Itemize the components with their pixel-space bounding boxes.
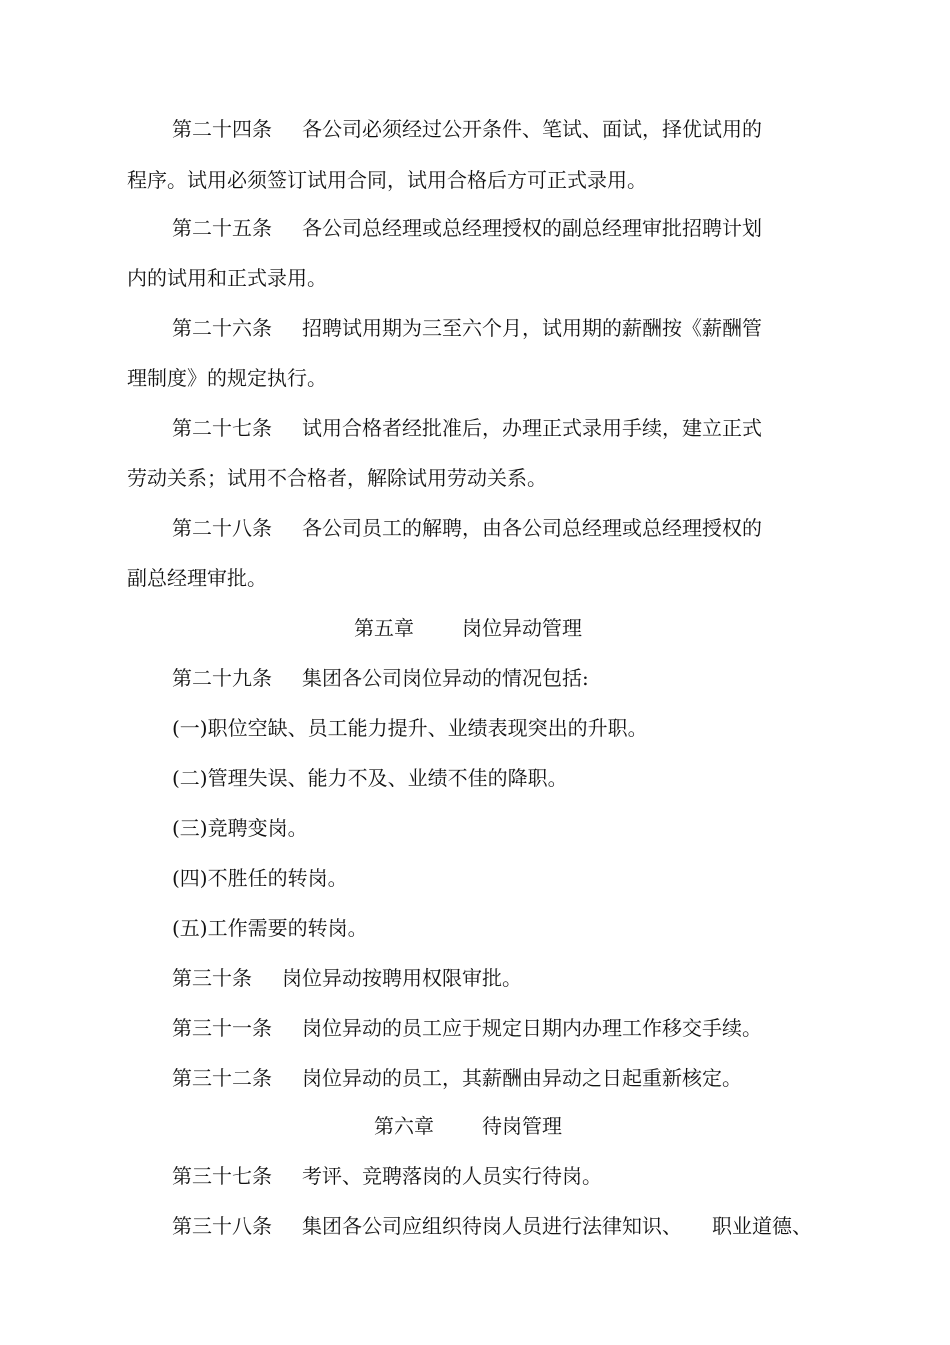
- article-28-line2: 副总经理审批。: [127, 566, 267, 590]
- article-number: 第三十八条: [172, 1214, 272, 1238]
- article-26-line1: [172, 314, 762, 342]
- chapter-number: 第六章: [374, 1114, 434, 1138]
- article-27-line2: 劳动关系；试用不合格者，解除试用劳动关系。: [127, 466, 547, 490]
- article-number: 第二十七条: [172, 416, 272, 440]
- article-27-line1: [172, 414, 762, 442]
- article-37: [172, 1162, 602, 1190]
- article-text: 岗位异动的员工，其薪酬由异动之日起重新核定。: [302, 1066, 742, 1090]
- article-number: 第三十七条: [172, 1164, 272, 1188]
- article-29: [172, 664, 589, 692]
- article-26-line2: 理制度》的规定执行。: [127, 366, 327, 390]
- article-text: 集团各公司岗位异动的情况包括:: [302, 666, 589, 690]
- article-number: 第二十四条: [172, 117, 272, 141]
- article-number: 第二十五条: [172, 216, 272, 240]
- chapter-title: 岗位异动管理: [462, 616, 582, 640]
- article-text: 考评、竞聘落岗的人员实行待岗。: [302, 1164, 602, 1188]
- list-item-1: (一)职位空缺、员工能力提升、业绩表现突出的升职。: [172, 716, 648, 740]
- article-text: 岗位异动的员工应于规定日期内办理工作移交手续。: [302, 1016, 762, 1040]
- article-32: [172, 1064, 742, 1092]
- article-25-line2: 内的试用和正式录用。: [127, 266, 327, 290]
- article-text: 各公司必须经过公开条件、笔试、面试，择优试用的: [302, 117, 762, 141]
- article-25-line1: [172, 214, 762, 242]
- chapter-6-heading: [374, 1112, 562, 1140]
- article-24-line2: 程序。试用必须签订试用合同，试用合格后方可正式录用。: [127, 168, 647, 192]
- article-31: [172, 1014, 762, 1042]
- article-number: 第二十六条: [172, 316, 272, 340]
- article-30: [172, 964, 522, 992]
- chapter-5-heading: [354, 614, 582, 642]
- article-number: 第三十二条: [172, 1066, 272, 1090]
- article-text: 岗位异动按聘用权限审批。: [282, 966, 522, 990]
- list-item-4: (四)不胜任的转岗。: [172, 866, 348, 890]
- article-number: 第二十九条: [172, 666, 272, 690]
- article-24-line1: [172, 115, 762, 143]
- chapter-title: 待岗管理: [482, 1114, 562, 1138]
- article-text: 集团各公司应组织待岗人员进行法律知识、: [302, 1214, 682, 1238]
- list-item-3: (三)竞聘变岗。: [172, 816, 308, 840]
- article-text-continued: 职业道德、: [712, 1214, 812, 1238]
- article-38: [172, 1212, 812, 1240]
- article-number: 第三十条: [172, 966, 252, 990]
- chapter-number: 第五章: [354, 616, 414, 640]
- article-number: 第二十八条: [172, 516, 272, 540]
- list-item-5: (五)工作需要的转岗。: [172, 916, 368, 940]
- article-text: 试用合格者经批准后，办理正式录用手续，建立正式: [302, 416, 762, 440]
- article-number: 第三十一条: [172, 1016, 272, 1040]
- article-text: 招聘试用期为三至六个月，试用期的薪酬按《薪酬管: [302, 316, 762, 340]
- article-28-line1: [172, 514, 762, 542]
- article-text: 各公司员工的解聘，由各公司总经理或总经理授权的: [302, 516, 762, 540]
- list-item-2: (二)管理失误、能力不及、业绩不佳的降职。: [172, 766, 568, 790]
- article-text: 各公司总经理或总经理授权的副总经理审批招聘计划: [302, 216, 762, 240]
